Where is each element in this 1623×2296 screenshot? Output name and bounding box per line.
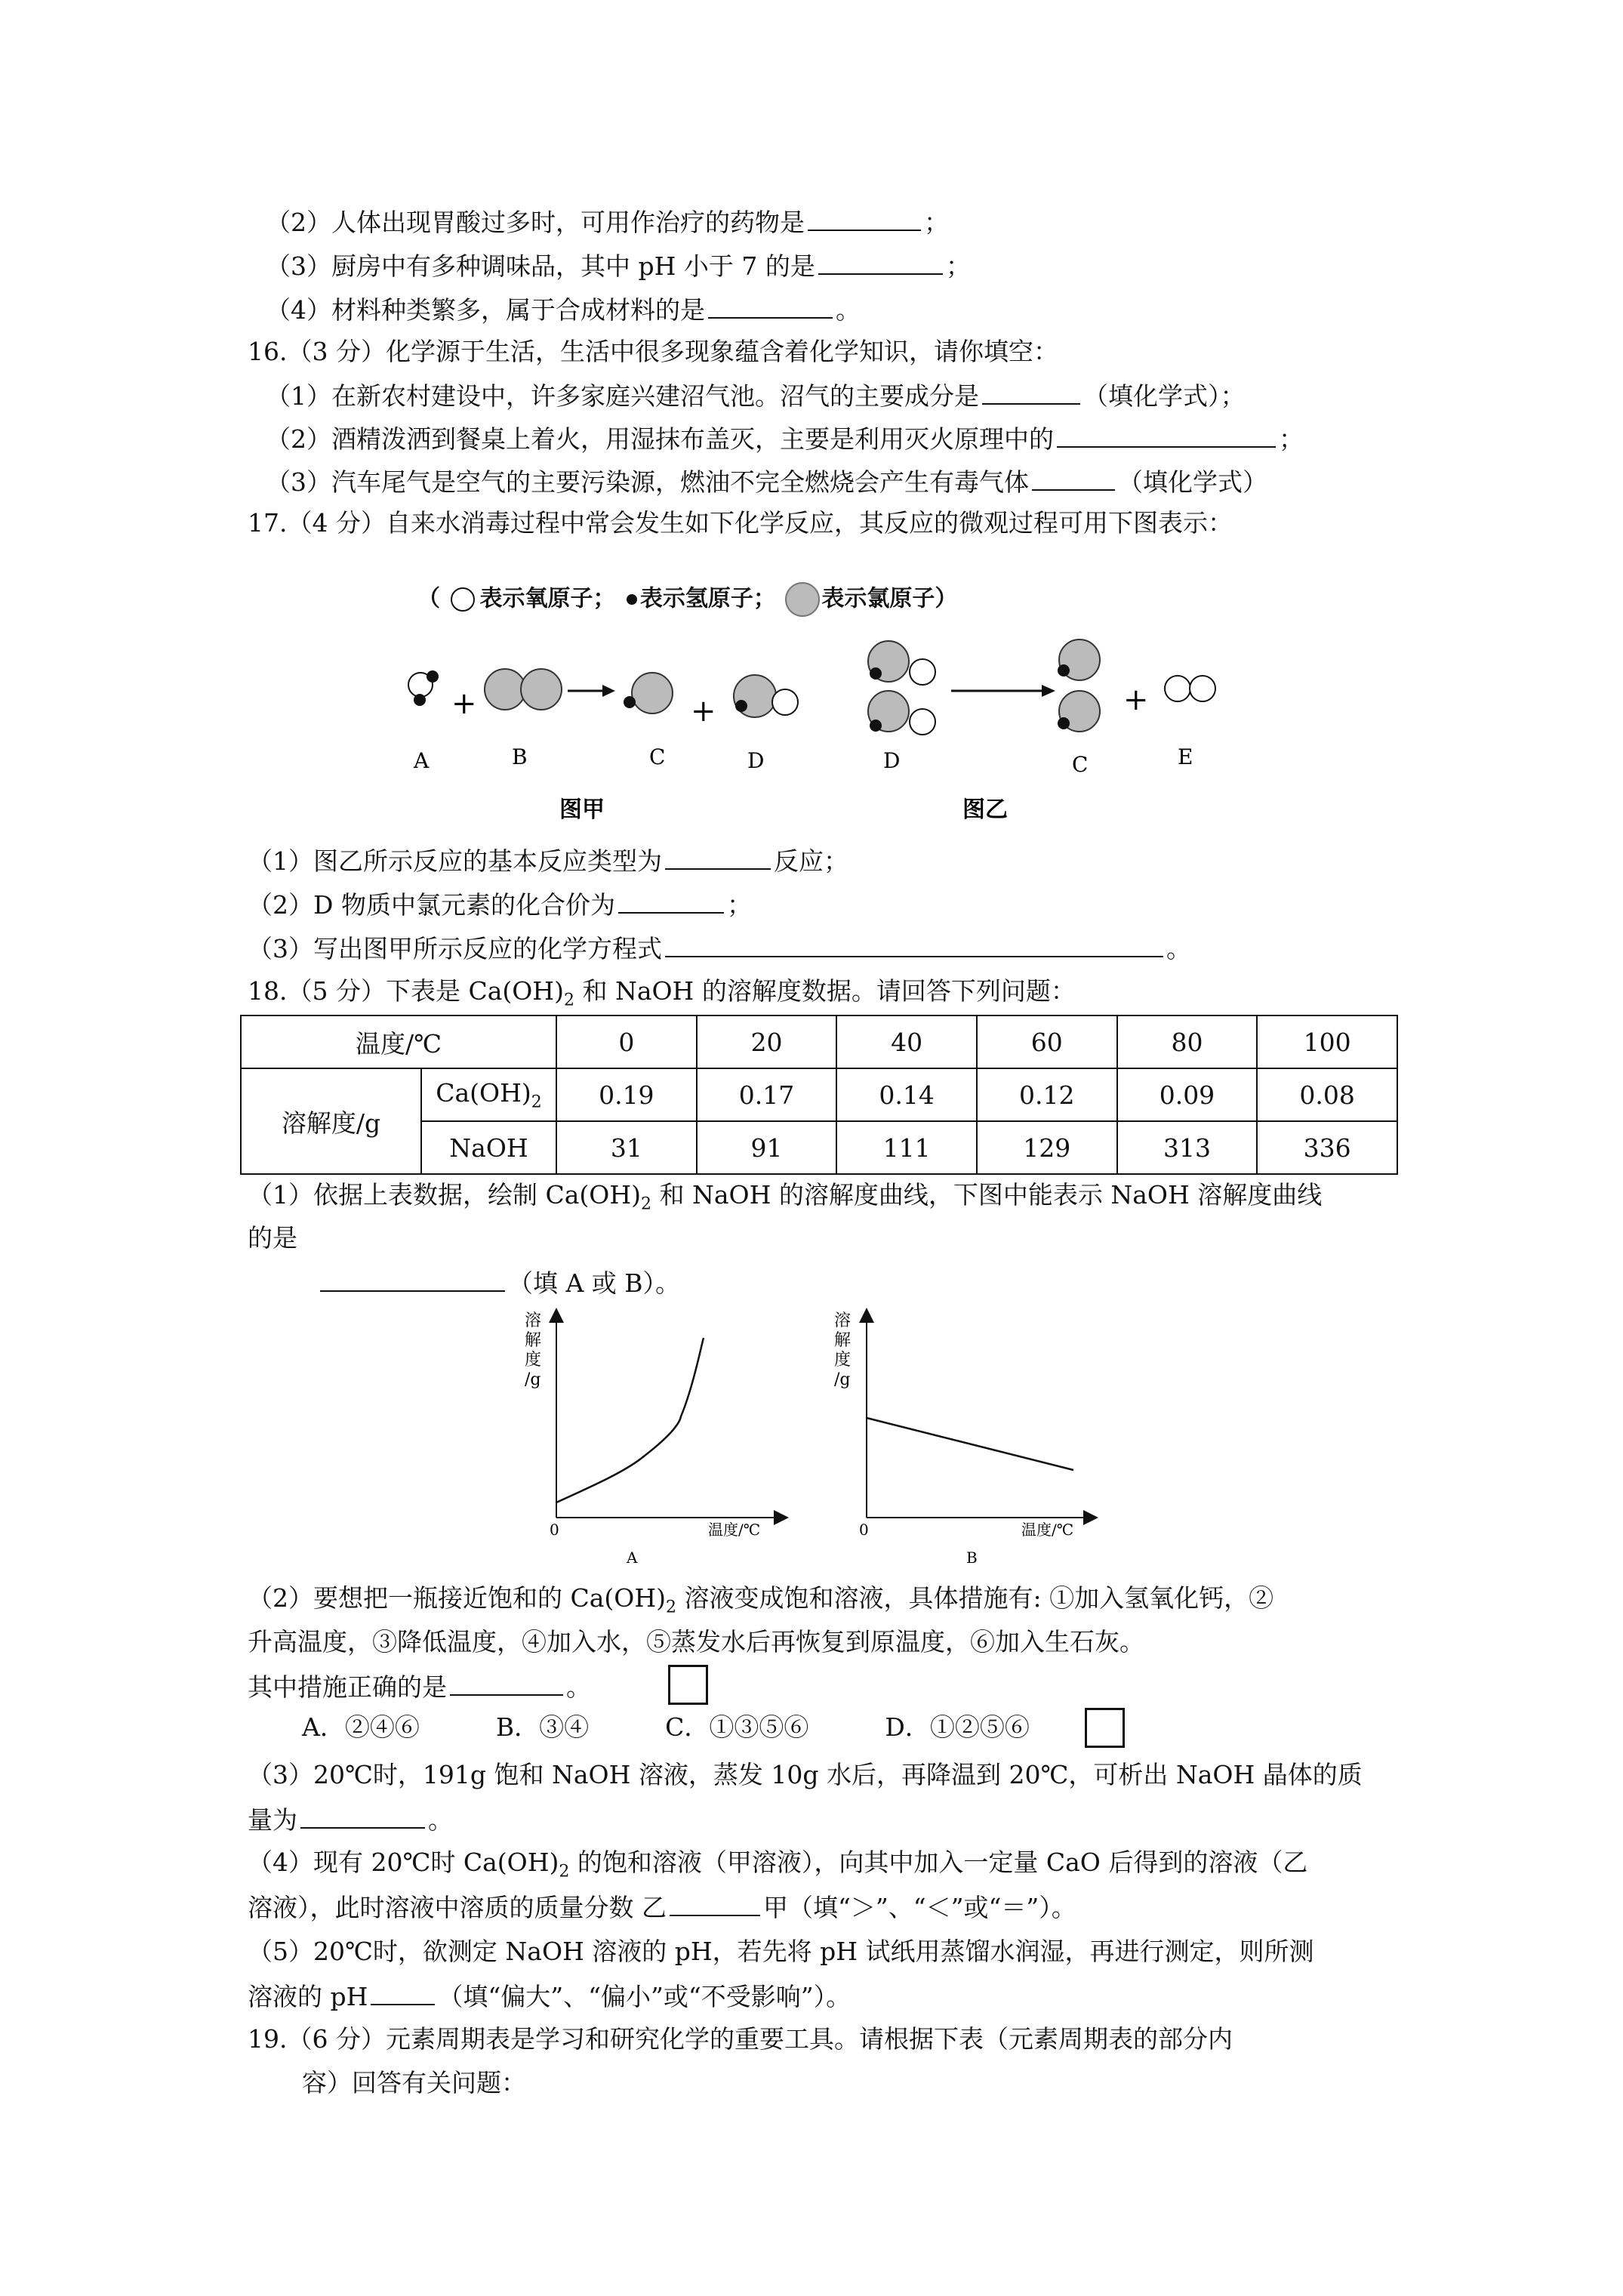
label-d2: D bbox=[883, 748, 901, 773]
label-b: B bbox=[512, 744, 528, 769]
table-cell: 0.14 bbox=[836, 1068, 977, 1121]
q18-part2-line3: 其中措施正确的是 。 bbox=[248, 1669, 591, 1705]
graph-b-xlabel: 温度/℃ bbox=[1021, 1521, 1074, 1539]
graph-a-origin: 0 bbox=[550, 1521, 559, 1539]
solubility-graphs bbox=[513, 1305, 1117, 1576]
q15-blank-2[interactable] bbox=[808, 204, 921, 231]
oxygen-atom-icon bbox=[448, 586, 479, 613]
table-cell: 91 bbox=[697, 1121, 837, 1174]
table-row bbox=[241, 1068, 1397, 1121]
q18-blank-1[interactable] bbox=[320, 1265, 505, 1292]
graph-a bbox=[525, 1311, 781, 1567]
q18-part4-line2: 溶液），此时溶液中溶质的质量分数 乙 甲（填“＞”、“＜”或“＝”）。 bbox=[248, 1889, 1076, 1925]
plus-sign: + bbox=[691, 694, 716, 729]
molecule-c-pair bbox=[1058, 639, 1100, 732]
graph-b-label: B bbox=[966, 1549, 978, 1567]
q17-blank-1[interactable] bbox=[665, 843, 771, 870]
q15-blank-3[interactable] bbox=[818, 248, 943, 275]
chlorine-atom-icon bbox=[784, 581, 821, 618]
caoh2-label: $Ca(OH)_2$ bbox=[421, 1068, 556, 1121]
table-cell: 0 bbox=[556, 1015, 697, 1068]
graph-a-ylabel: 溶 bbox=[525, 1311, 542, 1330]
plus-sign: + bbox=[451, 686, 477, 721]
q18-part1-line3: （填 A 或 B）。 bbox=[317, 1265, 680, 1301]
q18-part5-line1: （5）20℃时，欲测定 NaOH 溶液的 pH，若先将 pH 试纸用蒸馏水润湿，再进行测定，则所测 bbox=[248, 1937, 1314, 1966]
molecule-b bbox=[485, 669, 562, 710]
q15-line-2: （2）人体出现胃酸过多时，可用作治疗的药物是 ； bbox=[266, 204, 949, 240]
option-c[interactable]: C．①③⑤⑥ bbox=[665, 1712, 809, 1742]
graph-b-line bbox=[867, 1418, 1073, 1470]
graph-a-curve bbox=[556, 1338, 704, 1502]
label-a: A bbox=[414, 748, 430, 773]
q16-line-2: （2）酒精泼洒到餐桌上着火，用湿抹布盖灭，主要是利用灭火原理中的 ； bbox=[266, 421, 1304, 457]
q16-line-1: （1）在新农村建设中，许多家庭兴建沼气池。沼气的主要成分是 （填化学式）； bbox=[266, 378, 1246, 414]
answer-box-2[interactable] bbox=[1085, 1708, 1125, 1748]
q18-part3-line2: 量为 。 bbox=[248, 1801, 453, 1838]
q18-blank-4[interactable] bbox=[670, 1889, 760, 1916]
table-cell: 0.09 bbox=[1117, 1068, 1258, 1121]
svg-text:/g: /g bbox=[525, 1370, 541, 1389]
q18-options bbox=[302, 1710, 1030, 1745]
table-cell: 313 bbox=[1117, 1121, 1258, 1174]
q17-line-1: （1）图乙所示反应的基本反应类型为 反应； bbox=[248, 843, 848, 879]
table-cell: 0.12 bbox=[977, 1068, 1117, 1121]
table-cell: 100 bbox=[1257, 1015, 1397, 1068]
q18-blank-3[interactable] bbox=[300, 1801, 425, 1829]
table-cell: 0.17 bbox=[697, 1068, 837, 1121]
label-c2: C bbox=[1072, 752, 1089, 777]
temp-header: 温度/℃ bbox=[241, 1015, 556, 1068]
graph-a-xlabel: 温度/℃ bbox=[708, 1521, 761, 1539]
table-cell: 31 bbox=[556, 1121, 697, 1174]
graph-b-origin: 0 bbox=[859, 1521, 869, 1539]
q18-part3-line1: （3）20℃时，191g 饱和 NaOH 溶液，蒸发 10g 水后，再降温到 20℃，可析出 NaOH 晶体的质 bbox=[248, 1760, 1363, 1789]
q16-blank-2[interactable] bbox=[1057, 421, 1276, 448]
q19-line-2: 容）回答有关问题： bbox=[302, 2068, 526, 2097]
q18-part5-line2: 溶液的 pH （填“偏大”、“偏小”或“不受影响”）。 bbox=[248, 1978, 851, 2014]
graph-a-label: A bbox=[627, 1549, 638, 1567]
q17-line-2: （2）D 物质中氯元素的化合价为 ； bbox=[248, 886, 752, 923]
q15-line-3: （3）厨房中有多种调味品，其中 pH 小于 7 的是 ； bbox=[266, 248, 971, 284]
table-row bbox=[241, 1015, 1397, 1068]
molecule-c bbox=[624, 673, 673, 713]
figure-jia-caption: 图甲 bbox=[559, 797, 605, 823]
table-cell: 0.19 bbox=[556, 1068, 697, 1121]
answer-box[interactable] bbox=[668, 1665, 708, 1705]
q17-title: 17.（4 分）自来水消毒过程中常会发生如下化学反应，其反应的微观过程可用下图表示： bbox=[248, 508, 1233, 538]
q19-line-1: 19.（6 分）元素周期表是学习和研究化学的重要工具。请根据下表（元素周期表的部分内 bbox=[248, 2024, 1233, 2054]
q17-blank-3[interactable] bbox=[665, 930, 1163, 957]
table-cell: 111 bbox=[836, 1121, 977, 1174]
svg-text:/g: /g bbox=[834, 1370, 851, 1389]
q18-blank-5[interactable] bbox=[371, 1978, 435, 2005]
reaction-diagram bbox=[393, 627, 1253, 831]
table-cell: 80 bbox=[1117, 1015, 1258, 1068]
figure-yi-caption: 图乙 bbox=[962, 797, 1008, 823]
q18-title: 18.（5 分）下表是 $Ca(OH)_2$ 和 NaOH 的溶解度数据。请回答下列问题： bbox=[248, 976, 1076, 1010]
table-cell: 336 bbox=[1257, 1121, 1397, 1174]
q17-legend: （ 表示氧原子； 表示氢原子； 表示氯原子） bbox=[417, 581, 957, 618]
option-d[interactable]: D．①②⑤⑥ bbox=[885, 1712, 1030, 1742]
q18-part2-line1: （2）要想把一瓶接近饱和的 $Ca(OH)_2$ 溶液变成饱和溶液，具体措施有: ①加入氢氧化钙，② bbox=[248, 1583, 1274, 1617]
q16-line-3: （3）汽车尾气是空气的主要污染源，燃油不完全燃烧会产生有毒气体 （填化学式） bbox=[266, 464, 1267, 500]
naoh-label: NaOH bbox=[421, 1121, 556, 1174]
svg-text:解: 解 bbox=[525, 1331, 542, 1350]
molecule-a bbox=[408, 670, 439, 706]
svg-text:度: 度 bbox=[525, 1351, 542, 1370]
q15-blank-4[interactable] bbox=[708, 291, 833, 319]
molecule-d bbox=[734, 675, 798, 717]
table-cell: 60 bbox=[977, 1015, 1117, 1068]
q17-line-3: （3）写出图甲所示反应的化学方程式 。 bbox=[248, 930, 1191, 966]
solubility-table bbox=[240, 1015, 1398, 1175]
option-b[interactable]: B．③④ bbox=[495, 1712, 590, 1742]
molecule-e bbox=[1165, 676, 1215, 701]
svg-text:解: 解 bbox=[834, 1331, 852, 1350]
q18-blank-2[interactable] bbox=[450, 1669, 563, 1696]
svg-text:度: 度 bbox=[834, 1351, 852, 1370]
q17-blank-2[interactable] bbox=[618, 886, 724, 914]
q18-part1-line2: 的是 bbox=[248, 1223, 297, 1253]
graph-b bbox=[834, 1311, 1091, 1567]
label-c: C bbox=[649, 744, 666, 769]
q16-blank-1[interactable] bbox=[982, 378, 1080, 405]
q18-part1-line1: （1）依据上表数据，绘制 $Ca(OH)_2$ 和 NaOH 的溶解度曲线，下图中能表示 NaOH 溶解度曲线 bbox=[248, 1180, 1323, 1214]
table-cell: 0.08 bbox=[1257, 1068, 1397, 1121]
q16-blank-3[interactable] bbox=[1032, 464, 1115, 491]
q18-part2-line2: 升高温度，③降低温度，④加入水，⑤蒸发水后再恢复到原温度，⑥加入生石灰。 bbox=[248, 1627, 1144, 1657]
option-a[interactable]: A．②④⑥ bbox=[302, 1712, 420, 1742]
q16-title: 16.（3 分）化学源于生活，生活中很多现象蕴含着化学知识，请你填空： bbox=[248, 337, 1058, 366]
table-cell: 40 bbox=[836, 1015, 977, 1068]
table-cell: 129 bbox=[977, 1121, 1117, 1174]
label-d: D bbox=[747, 748, 765, 773]
hydrogen-atom-icon bbox=[624, 586, 640, 613]
label-e: E bbox=[1178, 744, 1193, 769]
graph-b-ylabel: 溶 bbox=[834, 1311, 852, 1330]
q18-part4-line1: （4）现有 20℃时 $Ca(OH)_2$ 的饱和溶液（甲溶液），向其中加入一定量 CaO 后得到的溶液（乙 bbox=[248, 1848, 1308, 1881]
molecule-d-pair bbox=[868, 641, 935, 735]
q15-line-4: （4）材料种类繁多，属于合成材料的是 。 bbox=[266, 291, 861, 328]
solubility-header: 溶解度/g bbox=[241, 1068, 421, 1174]
plus-sign: + bbox=[1123, 683, 1149, 717]
table-cell: 20 bbox=[697, 1015, 837, 1068]
